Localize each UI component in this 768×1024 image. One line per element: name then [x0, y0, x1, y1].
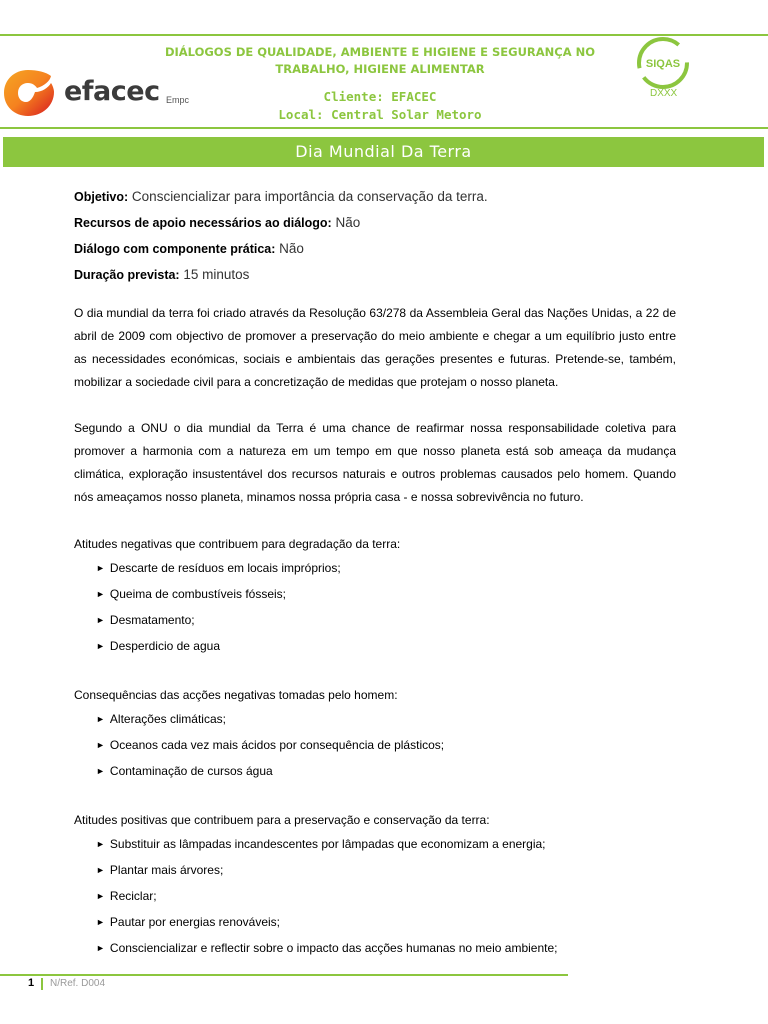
- meta-label: Recursos de apoio necessários ao diálogo:: [74, 216, 332, 230]
- client-location-block: [230, 88, 530, 124]
- list-item-text: Reciclar;: [109, 889, 157, 903]
- list-item: [96, 858, 676, 884]
- list-item-text: Descarte de resíduos em locais impróprios;: [109, 561, 341, 575]
- list-item-text: Queima de combustíveis fósseis;: [109, 587, 286, 601]
- list-heading-negative: Atitudes negativas que contribuem para degradação da terra:: [74, 537, 401, 551]
- list-item: [96, 910, 676, 936]
- list-item-text: Oceanos cada vez mais ácidos por consequência de plásticos;: [109, 738, 445, 752]
- client-name: Cliente: EFACEC: [323, 89, 437, 104]
- document-code: DXXX: [650, 88, 678, 99]
- page-title: Dia Mundial Da Terra: [3, 137, 764, 167]
- bullet-arrow-icon: ►: [96, 766, 105, 776]
- paragraph-1: O dia mundial da terra foi criado através da Resolução 63/278 da Assembleia Geral das Nações Unidas, a 22 de abril de 2009 com objectivo de promover a preservação do meio ambiente e chegar a um equilíbrio justo entre as necessidades económicas, sociais e ambientais das gerações presentes e futuras. Pretende-se, também, mobilizar a sociedade civil para a concretização de medidas que protejam o nosso planeta.: [74, 306, 676, 389]
- bullet-arrow-icon: ►: [96, 943, 105, 953]
- list-item-text: Pautar por energias renováveis;: [109, 915, 281, 929]
- bullet-arrow-icon: ►: [96, 917, 105, 927]
- bullet-arrow-icon: ►: [96, 563, 105, 573]
- list-item-text: Substituir as lâmpadas incandescentes por lâmpadas que economizam a energia;: [109, 837, 546, 851]
- list-item-text: Desperdicio de agua: [109, 639, 220, 653]
- meta-label: Objetivo:: [74, 190, 129, 204]
- logo-subtitle: Empc: [166, 95, 190, 105]
- bullet-arrow-icon: ►: [96, 641, 105, 651]
- meta-practical: [74, 236, 676, 262]
- header-bottom-rule: [0, 127, 768, 129]
- paragraph-2: Segundo a ONU o dia mundial da Terra é uma chance de reafirmar nossa responsabilidade coletiva para promover a harmonia com a natureza em um tempo em que nosso planeta está sob ameaça da mudança climática, exploração insustentável dos recursos naturais e outros problemas causados pelo homem. Quando nós ameaçamos nosso planeta, minamos nossa própria casa - e nossa sobrevivência no futuro.: [74, 421, 676, 504]
- list-item-text: Contaminação de cursos água: [109, 764, 273, 778]
- list-item: [96, 707, 676, 733]
- list-item: [96, 582, 676, 608]
- list-heading-consequences: Consequências das acções negativas tomadas pelo homem:: [74, 688, 398, 702]
- list-item: [96, 556, 676, 582]
- list-item-text: Consciencializar e reflectir sobre o impacto das acções humanas no meio ambiente;: [109, 941, 558, 955]
- list-item-text: Desmatamento;: [109, 613, 195, 627]
- efacec-logo-text: efacec: [64, 76, 160, 107]
- series-title-line-2: TRABALHO, HIGIENE ALIMENTAR: [275, 62, 485, 76]
- document-reference: N/Ref. D004: [50, 978, 106, 989]
- meta-value: 15 minutos: [179, 267, 250, 282]
- meta-label: Duração prevista:: [74, 268, 180, 282]
- bullet-arrow-icon: ►: [96, 865, 105, 875]
- siqas-certification-icon: [634, 34, 692, 92]
- bullet-arrow-icon: ►: [96, 714, 105, 724]
- bullet-arrow-icon: ►: [96, 615, 105, 625]
- list-item: [96, 884, 676, 910]
- list-item: [96, 759, 676, 785]
- meta-resources: [74, 210, 676, 236]
- bullet-arrow-icon: ►: [96, 891, 105, 901]
- meta-label: Diálogo com componente prática:: [74, 242, 276, 256]
- negative-attitudes-list: [74, 556, 676, 660]
- list-heading-positive: Atitudes positivas que contribuem para a preservação e conservação da terra:: [74, 813, 490, 827]
- list-item: [96, 634, 676, 660]
- siqas-logo-text: SIQAS: [645, 58, 681, 70]
- bullet-arrow-icon: ►: [96, 740, 105, 750]
- document-body: [74, 184, 676, 962]
- bullet-arrow-icon: ►: [96, 589, 105, 599]
- bullet-arrow-icon: ►: [96, 839, 105, 849]
- list-item: [96, 608, 676, 634]
- positive-attitudes-list: [74, 832, 676, 962]
- list-item: [96, 733, 676, 759]
- document-series-title: [160, 44, 600, 78]
- list-item-text: Plantar mais árvores;: [109, 863, 224, 877]
- meta-value: Não: [275, 241, 304, 256]
- series-title-line-1: DIÁLOGOS DE QUALIDADE, AMBIENTE E HIGIENE E SEGURANÇA NO: [164, 45, 596, 59]
- list-item-text: Alterações climáticas;: [109, 712, 226, 726]
- footer-divider: [41, 978, 43, 990]
- list-item: [96, 936, 676, 962]
- list-item: [96, 832, 676, 858]
- meta-objective: [74, 184, 676, 210]
- page-number: 1: [28, 977, 35, 989]
- consequences-list: [74, 707, 676, 785]
- meta-value: Consciencializar para importância da conservação da terra.: [128, 189, 488, 204]
- footer-rule: [0, 974, 568, 976]
- location-name: Local: Central Solar Metoro: [278, 107, 482, 122]
- meta-value: Não: [331, 215, 361, 230]
- meta-duration: [74, 262, 676, 288]
